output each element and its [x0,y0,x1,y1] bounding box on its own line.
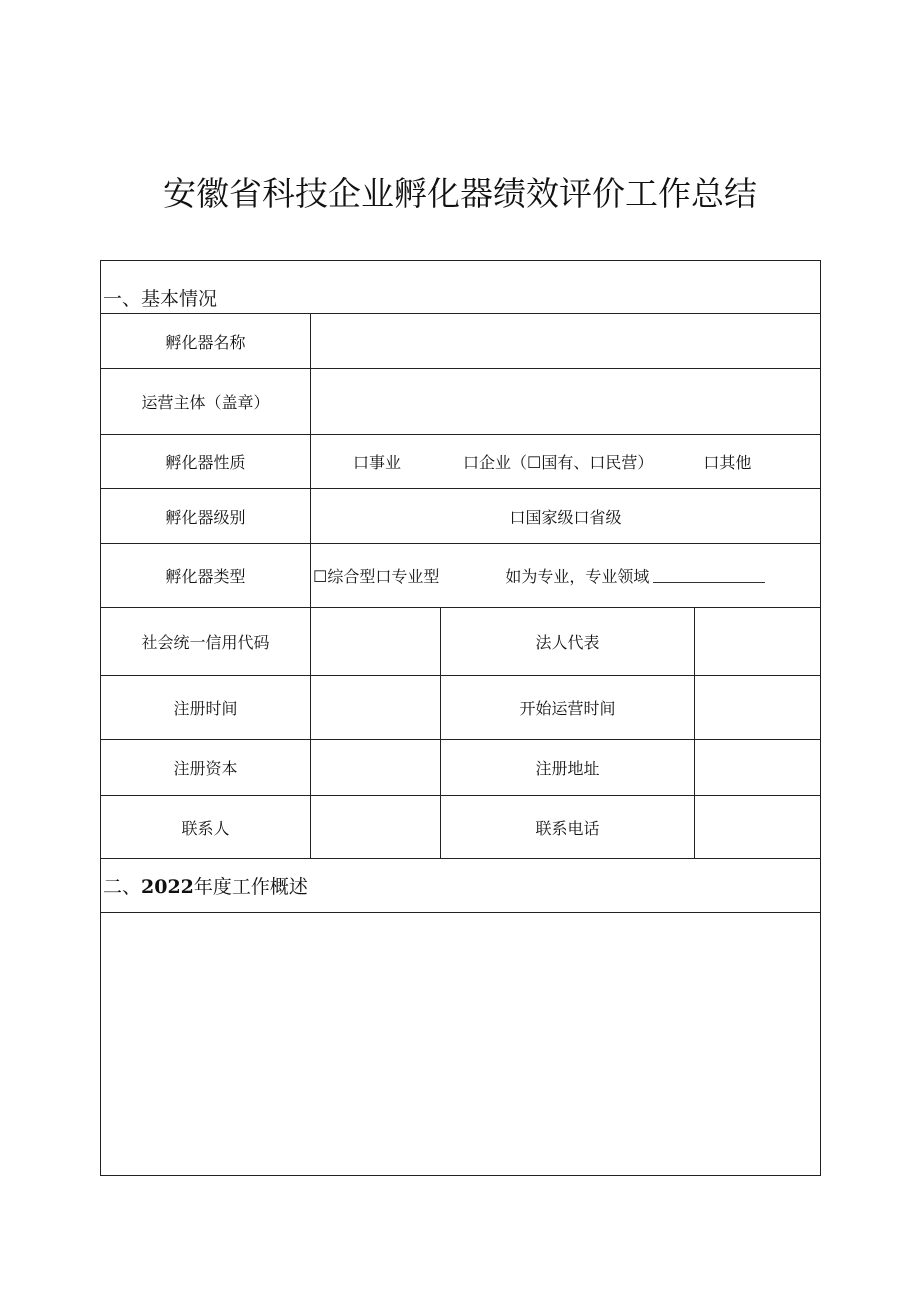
reg-capital-field[interactable] [311,740,441,796]
work-summary-body-field[interactable] [101,913,821,1176]
reg-capital-label: 注册资本 [101,740,311,796]
nature-options-cell [311,435,821,489]
nature-option-public[interactable]: 口事业 [353,453,402,472]
level-options[interactable]: 口国家级口省级 [509,507,622,527]
reg-address-field[interactable] [695,740,821,796]
reg-time-row [101,676,821,740]
level-options-cell [311,489,821,544]
work-summary-body-row [101,913,821,1176]
credit-code-field[interactable] [311,608,441,676]
contact-phone-field[interactable] [695,796,821,859]
type-specialty-prompt: 如为专业，专业领域 [505,567,650,586]
nature-option-other[interactable]: 口其他 [703,453,752,472]
incubator-name-field[interactable] [311,314,821,369]
incubator-name-row [101,314,821,369]
credit-code-label: 社会统一信用代码 [101,608,311,676]
reg-time-label: 注册时间 [101,676,311,740]
operator-row [101,369,821,435]
section-basic-info-heading: 一、基本情况 [101,261,821,314]
start-op-time-label: 开始运营时间 [441,676,695,740]
section-basic-info-row [101,261,821,314]
nature-label: 孵化器性质 [101,435,311,489]
reg-time-field[interactable] [311,676,441,740]
section-work-summary-heading [101,859,821,913]
contact-label: 联系人 [101,796,311,859]
reg-address-label: 注册地址 [441,740,695,796]
nature-option-enterprise[interactable]: 口企业（☐国有、口民营） [463,453,654,472]
level-row [101,489,821,544]
section-work-summary-row [101,859,821,913]
legal-rep-field[interactable] [695,608,821,676]
document-title: 安徽省科技企业孵化器绩效评价工作总结 [163,174,757,213]
operator-label: 运营主体（盖章） [101,369,311,435]
section-work-summary-prefix: 二、 [103,876,142,898]
operator-field[interactable] [311,369,821,435]
type-options-cell [311,544,821,608]
type-specialty-field[interactable] [653,568,765,583]
contact-field[interactable] [311,796,441,859]
type-label: 孵化器类型 [101,544,311,608]
nature-row [101,435,821,489]
incubator-form-table [100,260,821,1176]
section-work-summary-suffix: 年度工作概述 [193,876,308,898]
legal-rep-label: 法人代表 [441,608,695,676]
level-label: 孵化器级别 [101,489,311,544]
start-op-time-field[interactable] [695,676,821,740]
type-row [101,544,821,608]
section-work-summary-year: 2022 [141,876,194,898]
contact-phone-label: 联系电话 [441,796,695,859]
reg-capital-row [101,740,821,796]
type-options[interactable]: ☐综合型口专业型 [313,567,440,586]
incubator-name-label: 孵化器名称 [101,314,311,369]
contact-row [101,796,821,859]
credit-code-row [101,608,821,676]
